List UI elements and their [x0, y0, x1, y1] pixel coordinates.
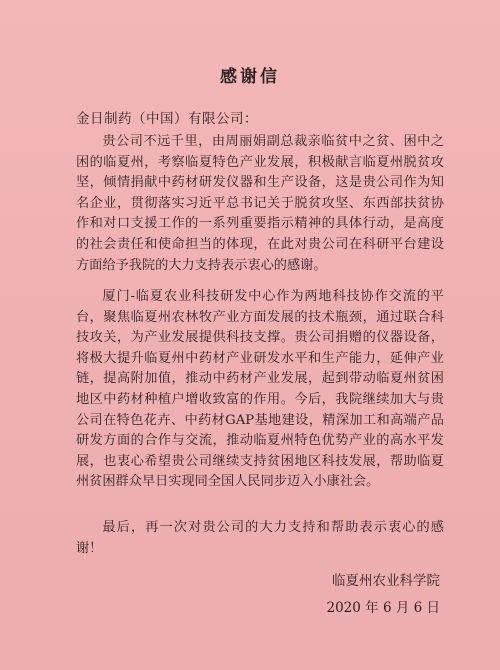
closing-paragraph: 最后，再一次对贵公司的大力支持和帮助表示衷心的感谢！ — [76, 520, 444, 556]
letter-title: 感谢信 — [220, 67, 280, 87]
body-paragraph: 厦门-临夏农业科技研发中心作为两地科技协作交流的平台，聚焦临夏州农林牧产业方面发展的技术瓶颈，通过联合科技攻关，为产业发展提供科技支撑。贵公司捐赠的仪器设备，将极大提升临夏州中药材产业研发水平和生产能力，延伸产业链，提高附加值，推动中药材产业发展，起到带动临夏州贫困地区中药材种植户增收致富的作用。今后，我院继续加大与贵公司在特色花卉、中药材GAP基地建设，精深加工和高端产品研发方面的合作与交流，推动临夏州特色优势产业的高水平发展，也衷心希望贵公司继续支持贫困地区科技发展，帮助临夏州贫困群众早日实现同全国人民同步迈入小康社会。 — [76, 289, 444, 490]
salutation: 金日制药（中国）有限公司： — [76, 111, 258, 127]
signature-org: 临夏州农业科学院 — [332, 573, 440, 589]
signature-block — [327, 568, 441, 622]
signature-date: 2020 年 6 月 6 日 — [326, 600, 440, 616]
body-paragraph: 贵公司不远千里，由周丽娟副总裁亲临贫中之贫、困中之困的临夏州，考察临夏特色产业发展，积极献言临夏州脱贫攻坚，倾情捐献中药材研发仪器和生产设备，这是贵公司作为知名企业，贯彻落实习近平总书记关于脱贫攻坚、东西部扶贫协作和对口支援工作的一系列重要指示精神的具体行动，是高度的社会责任和使命担当的体现，在此对贵公司在科研平台建设方面给予我院的大力支持表示衷心的感谢。 — [76, 134, 444, 273]
